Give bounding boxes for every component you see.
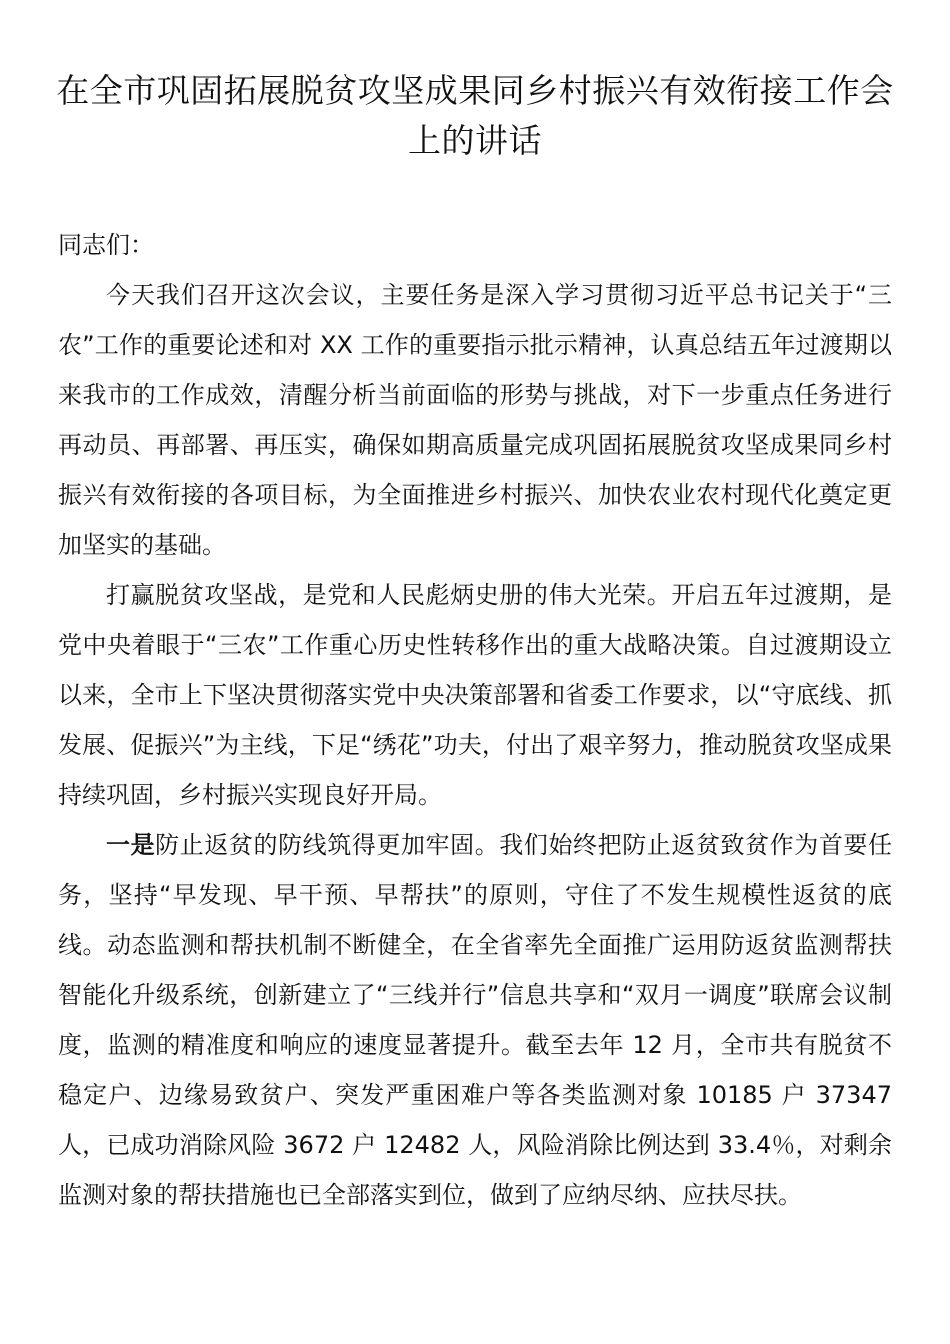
paragraph-text: 今天我们召开这次会议，主要任务是深入学习贯彻习近平总书记关于“三农”工作的重要论述和对 XX 工作的重要指示批示精神，认真总结五年过渡期以来我市的工作成效，清醒分析当前面临的形势与挑战，对下一步重点任务进行再动员、再部署、再压实，确保如期高质量完成巩固拓展脱贫攻坚成果同乡村振兴有效衔接的各项目标，为全面推进乡村振兴、加快农业农村现代化奠定更加坚实的基础。 [58, 281, 892, 559]
paragraph-text: 防止返贫的防线筑得更加牢固。我们始终把防止返贫致贫作为首要任务，坚持“早发现、早干预、早帮扶”的原则，守住了不发生规模性返贫的底线。动态监测和帮扶机制不断健全，在全省率先全面推广运用防返贫监测帮扶智能化升级系统，创新建立了“三线并行”信息共享和“双月一调度”联席会议制度，监测的精准度和响应的速度显著提升。截至去年 12 月，全市共有脱贫不稳定户、边缘易致贫户、突发严重困难户等各类监测对象 10185 户 37347 人，已成功消除风险 3672 户 12482 人，风险消除比例达到 33.4％，对剩余监测对象的帮扶措施也已全部落实到位，做到了应纳尽纳、应扶尽扶。 [58, 831, 893, 1209]
paragraph-lead: 一是 [106, 831, 156, 859]
paragraph-point-one [58, 820, 892, 1220]
salutation: 同志们： [58, 231, 154, 259]
document-title: 在全市巩固拓展脱贫攻坚成果同乡村振兴有效衔接工作会上的讲话 [56, 71, 894, 160]
paragraph-opening [58, 270, 892, 570]
paragraph-background [58, 570, 892, 820]
document-body [58, 220, 892, 1220]
paragraph-text: 打赢脱贫攻坚战，是党和人民彪炳史册的伟大光荣。开启五年过渡期，是党中央着眼于“三农”工作重心历史性转移作出的重大战略决策。自过渡期设立以来，全市上下坚决贯彻落实党中央决策部署和省委工作要求，以“守底线、抓发展、促振兴”为主线，下足“绣花”功夫，付出了艰辛努力，推动脱贫攻坚成果持续巩固，乡村振兴实现良好开局。 [58, 581, 892, 809]
